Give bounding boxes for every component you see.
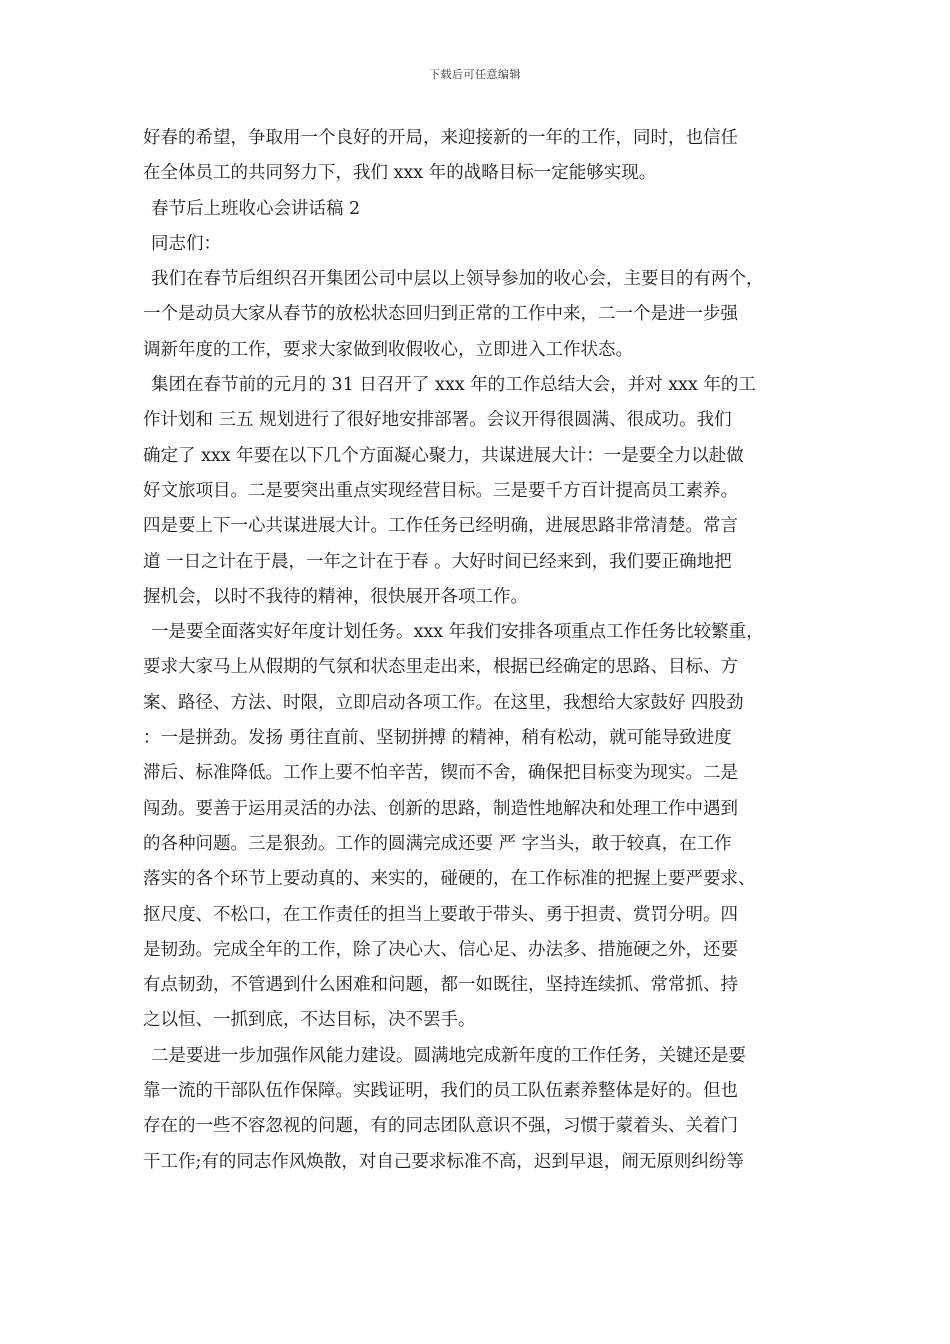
text-line: 有点韧劲，不管遇到什么困难和问题，都一如既往，坚持连续抓、常常抓、持 — [143, 975, 738, 996]
text-line: 二是要进一步加强作风能力建设。圆满地完成新年度的工作任务，关键还是要 — [151, 1045, 746, 1066]
text-line: 四是要上下一心共谋进展大计。工作任务已经明确，进展思路非常清楚。常言 — [143, 516, 738, 537]
text-line: 滞后、标准降低。工作上要不怕辛苦，锲而不舍，确保把目标变为现实。二是 — [143, 763, 738, 784]
text-line: 靠一流的干部队伍作保障。实践证明，我们的员工队伍素养整体是好的。但也 — [143, 1081, 738, 1102]
text-line: 落实的各个环节上要动真的、来实的，碰硬的，在工作标准的把握上要严要求、 — [143, 869, 756, 890]
text-line: 在全体员工的共同努力下，我们 xxx 年的战略目标一定能够实现。 — [143, 163, 657, 184]
text-line: 案、路径、方法、时限，立即启动各项工作。在这里，我想给大家鼓好 四股劲 — [143, 692, 744, 713]
text-line: 我们在春节后组织召开集团公司中层以上领导参加的收心会，主要目的有两个， — [151, 269, 764, 290]
page-header: 下载后可任意编辑 — [429, 68, 521, 81]
text-line: 干工作;有的同志作风焕散，对自己要求标准不高，迟到早退，闹无原则纠纷等 — [143, 1151, 744, 1172]
text-line: 存在的一些不容忽视的问题，有的同志团队意识不强，习惯于蒙着头、关着门 — [143, 1116, 738, 1137]
text-line: 确定了 xxx 年要在以下几个方面凝心聚力，共谋进展大计：一是要全力以赴做 — [143, 445, 744, 466]
text-line: 好春的希望，争取用一个良好的开局，来迎接新的一年的工作，同时，也信任 — [143, 128, 738, 148]
text-line: 之以恒、一抓到底，不达目标，决不罢手。 — [143, 1010, 476, 1031]
text-line: 春节后上班收心会讲话稿 2 — [151, 198, 361, 219]
text-line: 集团在春节前的元月的 31 日召开了 xxx 年的工作总结大会，并对 xxx 年的工 — [151, 375, 756, 396]
text-line: 的各种问题。三是狠劲。工作的圆满完成还要 严 字当头，敢于较真，在工作 — [143, 833, 732, 854]
text-line: 要求大家马上从假期的气氛和状态里走出来，根据已经确定的思路、目标、方 — [143, 657, 738, 678]
text-line: 同志们： — [151, 233, 221, 254]
text-line: 一个是动员大家从春节的放松状态回归到正常的工作中来，二一个是进一步强 — [143, 304, 738, 325]
document-body — [143, 121, 826, 1180]
text-line: 好文旅项目。二是要突出重点实现经营目标。三是要千方百计提高员工素养。 — [143, 480, 738, 501]
text-line: 作计划和 三五 规划进行了很好地安排部署。会议开得很圆满、很成功。我们 — [143, 410, 732, 431]
text-line: 握机会，以时不我待的精神，很快展开各项工作。 — [143, 586, 528, 607]
text-line: 道 一日之计在于晨，一年之计在于春 。大好时间已经来到，我们要正确地把 — [143, 551, 732, 572]
text-line: 抠尺度、不松口，在工作责任的担当上要敢于带头、勇于担责、赏罚分明。四 — [143, 904, 738, 925]
text-line: 闯劲。要善于运用灵活的办法、创新的思路，制造性地解决和处理工作中遇到 — [143, 798, 738, 819]
text-line: ：一是拼劲。发扬 勇往直前、坚韧拼搏 的精神，稍有松动，就可能导致进度 — [143, 728, 732, 749]
text-line: 是韧劲。完成全年的工作，除了决心大、信心足、办法多、措施硬之外，还要 — [143, 939, 738, 960]
text-line: 一是要全面落实好年度计划任务。xxx 年我们安排各项重点工作任务比较繁重， — [151, 622, 764, 643]
text-line: 调新年度的工作，要求大家做到收假收心，立即进入工作状态。 — [143, 339, 633, 360]
